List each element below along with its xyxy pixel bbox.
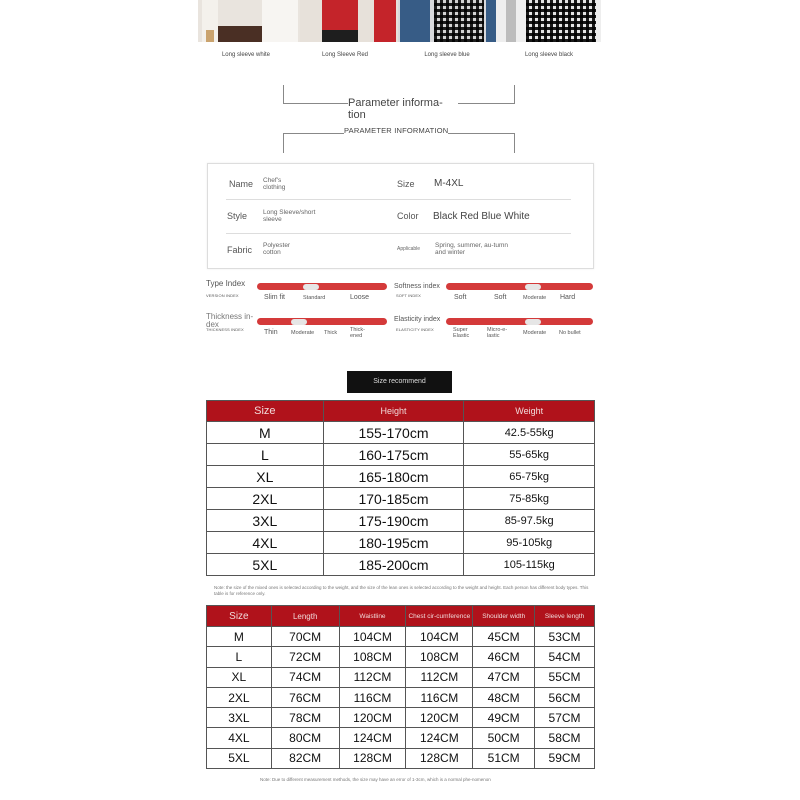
weight-cell: 85-97.5kg: [464, 510, 595, 532]
parameter-info-card: [207, 163, 594, 269]
waistline-cell: 104CM: [339, 627, 406, 647]
softness-tick-4: Hard: [560, 294, 576, 301]
caption-white: Long sleeve white: [221, 52, 271, 58]
size-cell: L: [207, 647, 272, 667]
name-value: Chef's clothing: [263, 177, 286, 191]
caption-black: Long sleeve black: [524, 52, 574, 58]
thickness-tick-1: Thin: [264, 329, 278, 336]
table-row: [207, 422, 595, 444]
header-shoulder: Shoulder width: [473, 606, 535, 627]
measure-table-header: [207, 606, 595, 627]
sleeve-cell: 57CM: [535, 708, 595, 728]
shoulder-cell: 46CM: [473, 647, 535, 667]
product-photo-red[interactable]: [300, 0, 398, 42]
table-row: [207, 627, 595, 647]
weight-cell: 42.5-55kg: [464, 422, 595, 444]
weight-cell: 95-105kg: [464, 532, 595, 554]
table-row: [207, 532, 595, 554]
divider: [226, 199, 571, 200]
waistline-cell: 112CM: [339, 667, 406, 687]
height-cell: 165-180cm: [323, 466, 464, 488]
height-cell: 160-175cm: [323, 444, 464, 466]
thickness-tick-2: Moderate: [291, 330, 315, 336]
season-label: Applicable: [397, 246, 421, 252]
size-value: M-4XL: [434, 178, 464, 189]
thickness-index-subtitle: THICKNESS INDEX: [206, 327, 244, 332]
length-cell: 76CM: [271, 687, 339, 707]
type-tick-1: Slim fit: [264, 294, 285, 301]
softness-index-title: Softness index: [394, 283, 440, 290]
fabric-label: Fabric: [227, 245, 253, 255]
elasticity-index-title: Elasticity index: [394, 316, 441, 323]
size-cell: M: [207, 627, 272, 647]
size-cell: 4XL: [207, 532, 324, 554]
table-row: [207, 466, 595, 488]
thickness-tick-4: Thick-ened: [350, 327, 365, 339]
elasticity-index-knob: [525, 319, 541, 325]
softness-tick-2: Soft: [494, 294, 507, 301]
type-index-knob: [303, 284, 319, 290]
type-tick-2: Standard: [303, 295, 326, 301]
chest-cell: 124CM: [406, 728, 473, 748]
table-row: [207, 647, 595, 667]
elasticity-index-subtitle: ELASTICITY INDEX: [396, 327, 434, 332]
style-value: Long Sleeve/short sleeve: [263, 209, 316, 223]
weight-cell: 65-75kg: [464, 466, 595, 488]
name-label: Name: [229, 179, 254, 189]
divider: [226, 233, 571, 234]
softness-index-subtitle: SOFT INDEX: [396, 293, 421, 298]
length-cell: 72CM: [271, 647, 339, 667]
header-chest: Chest cir-cumference: [406, 606, 473, 627]
softness-tick-1: Soft: [454, 294, 467, 301]
header-size: Size: [207, 606, 272, 627]
waistline-cell: 108CM: [339, 647, 406, 667]
sleeve-cell: 53CM: [535, 627, 595, 647]
type-index-slider: [257, 283, 387, 290]
size-note: Note: the size of the mixed ones is selected according to the weight, and the size of the lean ones is selected according to the weight and height. Each person has different body types. This table is for reference only.: [214, 585, 589, 596]
sleeve-cell: 54CM: [535, 647, 595, 667]
header-sleeve: Sleeve length: [535, 606, 595, 627]
thickness-index-knob: [291, 319, 307, 325]
sleeve-cell: 55CM: [535, 667, 595, 687]
table-row: [207, 708, 595, 728]
waistline-cell: 116CM: [339, 687, 406, 707]
size-cell: XL: [207, 466, 324, 488]
size-cell: 5XL: [207, 554, 324, 576]
size-cell: 3XL: [207, 510, 324, 532]
size-cell: XL: [207, 667, 272, 687]
length-cell: 74CM: [271, 667, 339, 687]
table-row: [207, 444, 595, 466]
height-cell: 170-185cm: [323, 488, 464, 510]
softness-index-knob: [525, 284, 541, 290]
length-cell: 80CM: [271, 728, 339, 748]
weight-cell: 105-115kg: [464, 554, 595, 576]
weight-cell: 75-85kg: [464, 488, 595, 510]
size-cell: L: [207, 444, 324, 466]
elasticity-tick-1: Super Elastic: [453, 327, 470, 339]
size-cell: 2XL: [207, 488, 324, 510]
height-cell: 175-190cm: [323, 510, 464, 532]
elasticity-tick-3: Moderate: [523, 330, 547, 336]
shoulder-cell: 48CM: [473, 687, 535, 707]
chest-cell: 128CM: [406, 748, 473, 768]
shoulder-cell: 50CM: [473, 728, 535, 748]
length-cell: 78CM: [271, 708, 339, 728]
table-row: [207, 510, 595, 532]
chest-cell: 108CM: [406, 647, 473, 667]
table-row: [207, 728, 595, 748]
param-title: Parameter informa-tion: [348, 97, 458, 121]
table-row: [207, 748, 595, 768]
chest-cell: 112CM: [406, 667, 473, 687]
product-photo-blue[interactable]: [398, 0, 496, 42]
size-cell: 5XL: [207, 748, 272, 768]
param-subtitle: PARAMETER INFORMATION: [344, 126, 449, 135]
product-photo-white[interactable]: [198, 0, 300, 42]
style-label: Style: [227, 211, 248, 221]
waistline-cell: 124CM: [339, 728, 406, 748]
table-row: [207, 554, 595, 576]
header-length: Length: [271, 606, 339, 627]
fabric-value: Polyester cotton: [263, 242, 291, 256]
size-table-header: [207, 401, 595, 422]
size-cell: M: [207, 422, 324, 444]
thickness-tick-3: Thick: [324, 330, 338, 336]
product-photo-black[interactable]: [496, 0, 601, 42]
softness-index-slider: [446, 283, 593, 290]
height-cell: 180-195cm: [323, 532, 464, 554]
shoulder-cell: 47CM: [473, 667, 535, 687]
size-label: Size: [397, 179, 415, 189]
softness-tick-3: Moderate: [523, 295, 547, 301]
length-cell: 82CM: [271, 748, 339, 768]
thickness-index-title: Thickness in-dex: [206, 312, 254, 329]
sleeve-cell: 56CM: [535, 687, 595, 707]
length-cell: 70CM: [271, 627, 339, 647]
weight-cell: 55-65kg: [464, 444, 595, 466]
waistline-cell: 128CM: [339, 748, 406, 768]
type-index-subtitle: VERSION INDEX: [206, 293, 239, 298]
height-cell: 155-170cm: [323, 422, 464, 444]
elasticity-index-slider: [446, 318, 593, 325]
chest-cell: 104CM: [406, 627, 473, 647]
waistline-cell: 120CM: [339, 708, 406, 728]
size-cell: 2XL: [207, 687, 272, 707]
caption-red: Long Sleeve Red: [321, 52, 369, 58]
shoulder-cell: 49CM: [473, 708, 535, 728]
table-row: [207, 687, 595, 707]
header-height: Height: [323, 401, 464, 422]
size-cell: 3XL: [207, 708, 272, 728]
elasticity-tick-2: Micro-e-lastic: [487, 327, 508, 339]
chest-cell: 116CM: [406, 687, 473, 707]
thickness-index-slider: [257, 318, 387, 325]
sleeve-cell: 58CM: [535, 728, 595, 748]
caption-blue: Long sleeve blue: [424, 52, 470, 58]
chest-cell: 120CM: [406, 708, 473, 728]
table-row: [207, 488, 595, 510]
table-row: [207, 667, 595, 687]
color-label: Color: [397, 211, 419, 221]
size-recommend-button[interactable]: Size recommend: [347, 371, 452, 393]
header-waistline: Waistline: [339, 606, 406, 627]
size-cell: 4XL: [207, 728, 272, 748]
type-tick-3: Loose: [350, 294, 370, 301]
header-size: Size: [207, 401, 324, 422]
type-index-title: Type Index: [206, 279, 246, 288]
shoulder-cell: 51CM: [473, 748, 535, 768]
measurement-note: Note: Due to different measurement methods, the size may have an error of 1-3cm, which is a normal phe-nomenon: [260, 777, 491, 782]
sleeve-cell: 59CM: [535, 748, 595, 768]
measurement-table: [206, 605, 595, 769]
header-weight: Weight: [464, 401, 595, 422]
season-value: Spring, summer, au-tumn and winter: [435, 242, 508, 256]
height-cell: 185-200cm: [323, 554, 464, 576]
shoulder-cell: 45CM: [473, 627, 535, 647]
size-recommend-table: [206, 400, 595, 576]
elasticity-tick-4: No bullet: [559, 330, 581, 336]
color-value: Black Red Blue White: [433, 211, 530, 222]
